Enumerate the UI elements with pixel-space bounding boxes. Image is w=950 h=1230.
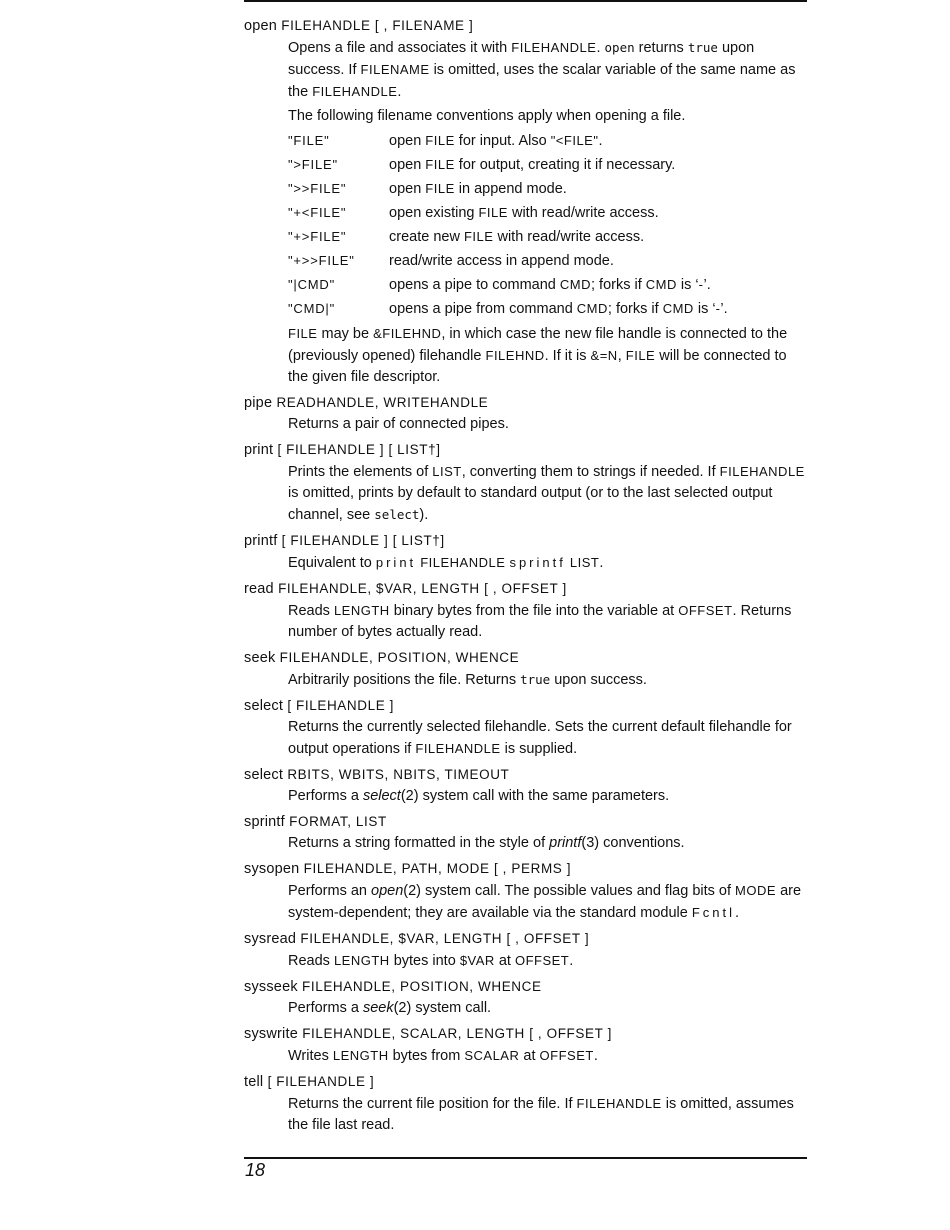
convention-mode: "+<FILE" xyxy=(288,205,347,220)
convention-description xyxy=(389,249,728,273)
function-signature xyxy=(244,578,807,600)
identifier: OFFSET xyxy=(678,603,733,618)
code-term: open xyxy=(604,40,635,55)
convention-description xyxy=(389,153,728,177)
function-signature xyxy=(244,439,807,461)
function-description xyxy=(288,950,807,972)
text-run: Opens a file and associates it with xyxy=(288,40,512,56)
identifier: LIST xyxy=(569,555,600,570)
function-name: sysopen xyxy=(244,861,300,877)
text-run: ). xyxy=(419,507,429,523)
text-run: with read/write access. xyxy=(507,205,659,221)
function-reference-list xyxy=(244,15,807,1140)
text-run: for input. Also xyxy=(454,133,551,149)
convention-row xyxy=(288,177,728,201)
identifier: CMD xyxy=(645,277,677,292)
function-name: sprintf xyxy=(244,814,285,830)
text-run: Writes xyxy=(288,1048,333,1064)
description-paragraph xyxy=(288,106,807,127)
function-args: [ FILEHANDLE ] xyxy=(267,1074,375,1089)
manpage-ref: printf xyxy=(549,835,582,851)
function-entry-open xyxy=(244,15,807,388)
description-paragraph xyxy=(288,552,807,574)
identifier: FILE xyxy=(463,229,494,244)
function-entry-sysread xyxy=(244,928,807,972)
text-run: Reads xyxy=(288,953,334,969)
text-run: ; forks if xyxy=(607,301,663,317)
description-paragraph xyxy=(288,833,807,854)
identifier: - xyxy=(715,301,721,316)
identifier: FILEHND xyxy=(485,348,545,363)
identifier: - xyxy=(698,277,704,292)
function-args: RBITS, WBITS, NBITS, TIMEOUT xyxy=(287,767,510,782)
function-signature xyxy=(244,1071,807,1093)
function-entry-select xyxy=(244,695,807,760)
function-signature xyxy=(244,15,807,37)
text-run: open xyxy=(389,181,426,197)
text-run: may be xyxy=(317,326,374,342)
convention-mode: "|CMD" xyxy=(288,277,336,292)
function-signature xyxy=(244,647,807,669)
description-paragraph xyxy=(288,998,807,1019)
function-name: select xyxy=(244,767,284,783)
text-run: Returns the currently selected filehandle. Sets the current default filehandle for output operations if xyxy=(288,719,792,757)
function-name: printf xyxy=(244,533,278,549)
function-args: FORMAT, LIST xyxy=(289,814,387,829)
function-signature xyxy=(244,530,807,552)
convention-description xyxy=(389,201,728,225)
text-run: opens a pipe from command xyxy=(389,301,577,317)
function-entry-sysopen xyxy=(244,858,807,924)
text-run: . xyxy=(598,133,603,149)
convention-row xyxy=(288,153,728,177)
identifier: CMD xyxy=(559,277,591,292)
identifier: FILE xyxy=(425,133,455,148)
function-entry-read xyxy=(244,578,807,643)
text-run: ; forks if xyxy=(591,277,646,293)
function-entry-pipe xyxy=(244,392,807,435)
function-args: FILEHANDLE, PATH, MODE [ , PERMS ] xyxy=(303,861,572,876)
text-run: in append mode. xyxy=(454,181,567,197)
function-name: select xyxy=(244,698,284,714)
function-name: syswrite xyxy=(244,1026,298,1042)
description-paragraph xyxy=(288,880,807,924)
text-run: at xyxy=(519,1048,540,1064)
identifier: FILE xyxy=(478,205,508,220)
function-name: sysread xyxy=(244,931,297,947)
text-run: create new xyxy=(389,229,464,245)
convention-description xyxy=(389,177,728,201)
function-name: tell xyxy=(244,1074,264,1090)
function-description xyxy=(288,1093,807,1136)
text-run: (2) system call. xyxy=(393,1000,492,1016)
function-args: [ FILEHANDLE ] [ LIST†] xyxy=(281,533,445,548)
identifier: LENGTH xyxy=(333,603,390,618)
text-run: will be connected to the given file descriptor. xyxy=(288,348,787,385)
bottom-rule xyxy=(244,1157,807,1159)
identifier: &FILEHND xyxy=(373,326,442,341)
function-args: FILEHANDLE [ , FILENAME ] xyxy=(281,18,474,33)
convention-description xyxy=(389,273,728,297)
identifier: &=N xyxy=(590,348,618,363)
description-paragraph xyxy=(288,1045,807,1067)
function-description xyxy=(288,37,807,388)
function-description xyxy=(288,1045,807,1067)
function-signature xyxy=(244,976,807,998)
text-run: is omitted, assumes the file last read. xyxy=(288,1096,794,1133)
text-run: . xyxy=(599,555,604,571)
function-entry-printf xyxy=(244,530,807,574)
function-args: FILEHANDLE, POSITION, WHENCE xyxy=(279,650,520,665)
text-run: is ‘ xyxy=(676,277,699,293)
convention-mode: ">>FILE" xyxy=(288,181,347,196)
text-run: . Returns number of bytes actually read. xyxy=(288,603,792,640)
function-description xyxy=(288,786,807,807)
function-description xyxy=(288,833,807,854)
identifier: MODE xyxy=(735,883,777,898)
text-run: open xyxy=(389,133,426,149)
function-name: open xyxy=(244,18,278,34)
convention-row xyxy=(288,201,728,225)
identifier: FILENAME xyxy=(360,62,430,77)
manpage-ref: select xyxy=(362,788,401,804)
identifier: LENGTH xyxy=(332,1048,389,1063)
text-run: . xyxy=(596,40,605,56)
convention-mode: "FILE" xyxy=(288,133,330,148)
description-paragraph xyxy=(288,950,807,972)
description-paragraph xyxy=(288,600,807,643)
convention-mode: "CMD|" xyxy=(288,301,336,316)
text-run: , xyxy=(617,348,626,364)
function-entry-seek xyxy=(244,647,807,691)
function-args: FILEHANDLE, SCALAR, LENGTH [ , OFFSET ] xyxy=(302,1026,612,1041)
identifier: CMD xyxy=(576,301,608,316)
function-args: FILEHANDLE, POSITION, WHENCE xyxy=(302,979,542,994)
identifier: FILE xyxy=(425,157,455,172)
text-run: (2) system call with the same parameters. xyxy=(400,788,670,804)
identifier: sprintf xyxy=(509,555,566,570)
manpage-ref: open xyxy=(371,883,404,899)
identifier: Fcntl xyxy=(691,905,735,920)
function-signature xyxy=(244,928,807,950)
function-entry-syswrite xyxy=(244,1023,807,1067)
description-paragraph xyxy=(288,461,807,526)
identifier: FILE xyxy=(625,348,656,363)
text-run: , in which case the new file handle is connected to the (previously opened) filehandle xyxy=(288,326,788,364)
text-run: ’. xyxy=(703,277,711,293)
convention-mode: "+>FILE" xyxy=(288,229,347,244)
text-run: , converting them to strings if needed. If xyxy=(461,464,720,480)
convention-mode: ">FILE" xyxy=(288,157,338,172)
text-run: at xyxy=(494,953,515,969)
identifier: CMD xyxy=(662,301,694,316)
function-description xyxy=(288,414,807,435)
identifier: FILE xyxy=(425,181,455,196)
text-run: returns xyxy=(634,40,688,56)
convention-description xyxy=(389,297,728,321)
convention-row xyxy=(288,297,728,321)
text-run: is omitted, prints by default to standard output (or to the last selected output channel, see xyxy=(288,485,773,523)
text-run: Performs a xyxy=(288,1000,363,1016)
identifier: OFFSET xyxy=(514,953,570,968)
identifier: FILEHANDLE xyxy=(511,40,597,55)
function-signature xyxy=(244,1023,807,1045)
top-rule xyxy=(244,0,807,2)
text-run: . xyxy=(593,1048,598,1064)
text-run: opens a pipe to command xyxy=(389,277,560,293)
text-run: (3) conventions. xyxy=(581,835,685,851)
function-name: print xyxy=(244,442,274,458)
identifier: FILEHANDLE xyxy=(576,1096,662,1111)
identifier: FILEHANDLE xyxy=(420,555,506,570)
text-run: Returns a string formatted in the style of xyxy=(288,835,550,851)
description-paragraph xyxy=(288,323,807,388)
function-args: FILEHANDLE, $VAR, LENGTH [ , OFFSET ] xyxy=(300,931,590,946)
function-description xyxy=(288,461,807,526)
convention-description xyxy=(389,129,728,153)
text-run: Performs an xyxy=(288,883,371,899)
text-run: bytes into xyxy=(389,953,460,969)
description-paragraph xyxy=(288,669,807,691)
identifier: SCALAR xyxy=(464,1048,520,1063)
text-run: Arbitrarily positions the file. Returns xyxy=(288,672,521,688)
manpage-ref: seek xyxy=(362,1000,394,1016)
function-entry-tell xyxy=(244,1071,807,1136)
identifier: print xyxy=(375,555,417,570)
text-run: binary bytes from the file into the variable at xyxy=(389,603,679,619)
description-paragraph xyxy=(288,37,807,103)
function-description xyxy=(288,552,807,574)
code-term: true xyxy=(520,672,551,687)
text-run: read/write access in append mode. xyxy=(389,253,614,269)
identifier: FILEHANDLE xyxy=(415,741,501,756)
identifier: FILEHANDLE xyxy=(312,84,398,99)
function-args: READHANDLE, WRITEHANDLE xyxy=(276,395,489,410)
function-args: FILEHANDLE, $VAR, LENGTH [ , OFFSET ] xyxy=(278,581,567,596)
text-run: (2) system call. The possible values and flag bits of xyxy=(403,883,736,899)
function-description xyxy=(288,669,807,691)
function-description xyxy=(288,717,807,760)
text-run: Prints the elements of xyxy=(288,464,433,480)
convention-row xyxy=(288,273,728,297)
text-run: open existing xyxy=(389,205,479,221)
function-name: pipe xyxy=(244,395,273,411)
identifier: "<FILE" xyxy=(550,133,599,148)
function-description xyxy=(288,880,807,924)
description-paragraph xyxy=(288,1093,807,1136)
function-name: sysseek xyxy=(244,979,298,995)
function-signature xyxy=(244,695,807,717)
convention-description xyxy=(389,225,728,249)
convention-row xyxy=(288,225,728,249)
text-run: . If it is xyxy=(544,348,591,364)
identifier: FILE xyxy=(288,326,318,341)
identifier: LENGTH xyxy=(333,953,390,968)
function-args: [ FILEHANDLE ] [ LIST†] xyxy=(277,442,441,457)
text-run: is omitted, uses the scalar variable of the same name as the xyxy=(288,62,796,100)
description-paragraph xyxy=(288,414,807,435)
identifier: $VAR xyxy=(459,953,495,968)
text-run: is supplied. xyxy=(500,741,578,757)
text-run: ’. xyxy=(720,301,728,317)
identifier: OFFSET xyxy=(539,1048,594,1063)
convention-row xyxy=(288,249,728,273)
function-description xyxy=(288,998,807,1019)
function-description xyxy=(288,600,807,643)
text-run: upon success. xyxy=(550,672,647,688)
text-run: Returns a pair of connected pipes. xyxy=(288,416,509,432)
text-run: are system-dependent; they are available via the standard module xyxy=(288,883,802,921)
filename-conventions-table xyxy=(288,129,728,321)
convention-mode: "+>>FILE" xyxy=(288,253,355,268)
code-term: select xyxy=(374,507,420,522)
text-run: Returns the current file position for the file. If xyxy=(288,1096,577,1112)
function-args: [ FILEHANDLE ] xyxy=(287,698,395,713)
text-run: The following filename conventions apply when opening a file. xyxy=(288,108,686,124)
identifier: LIST xyxy=(432,464,462,479)
description-paragraph xyxy=(288,717,807,760)
function-entry-sysseek xyxy=(244,976,807,1019)
text-run: bytes from xyxy=(388,1048,465,1064)
text-run: . xyxy=(569,953,574,969)
function-signature xyxy=(244,392,807,414)
function-entry-sprintf xyxy=(244,811,807,854)
function-signature xyxy=(244,858,807,880)
text-run: . xyxy=(735,905,740,921)
convention-row xyxy=(288,129,728,153)
function-entry-print xyxy=(244,439,807,526)
page-number: 18 xyxy=(245,1160,266,1180)
identifier: FILEHANDLE xyxy=(719,464,805,479)
text-run: Reads xyxy=(288,603,334,619)
code-term: true xyxy=(687,40,718,55)
text-run: with read/write access. xyxy=(493,229,645,245)
text-run: Equivalent to xyxy=(288,555,376,571)
function-signature xyxy=(244,811,807,833)
text-run: for output, creating it if necessary. xyxy=(454,157,676,173)
text-run: Performs a xyxy=(288,788,363,804)
text-run: . xyxy=(397,84,402,100)
function-entry-select xyxy=(244,764,807,807)
text-run: open xyxy=(389,157,426,173)
text-run: is ‘ xyxy=(693,301,716,317)
function-name: read xyxy=(244,581,274,597)
function-name: seek xyxy=(244,650,276,666)
text-run: upon success. If xyxy=(288,40,755,78)
description-paragraph xyxy=(288,786,807,807)
function-signature xyxy=(244,764,807,786)
